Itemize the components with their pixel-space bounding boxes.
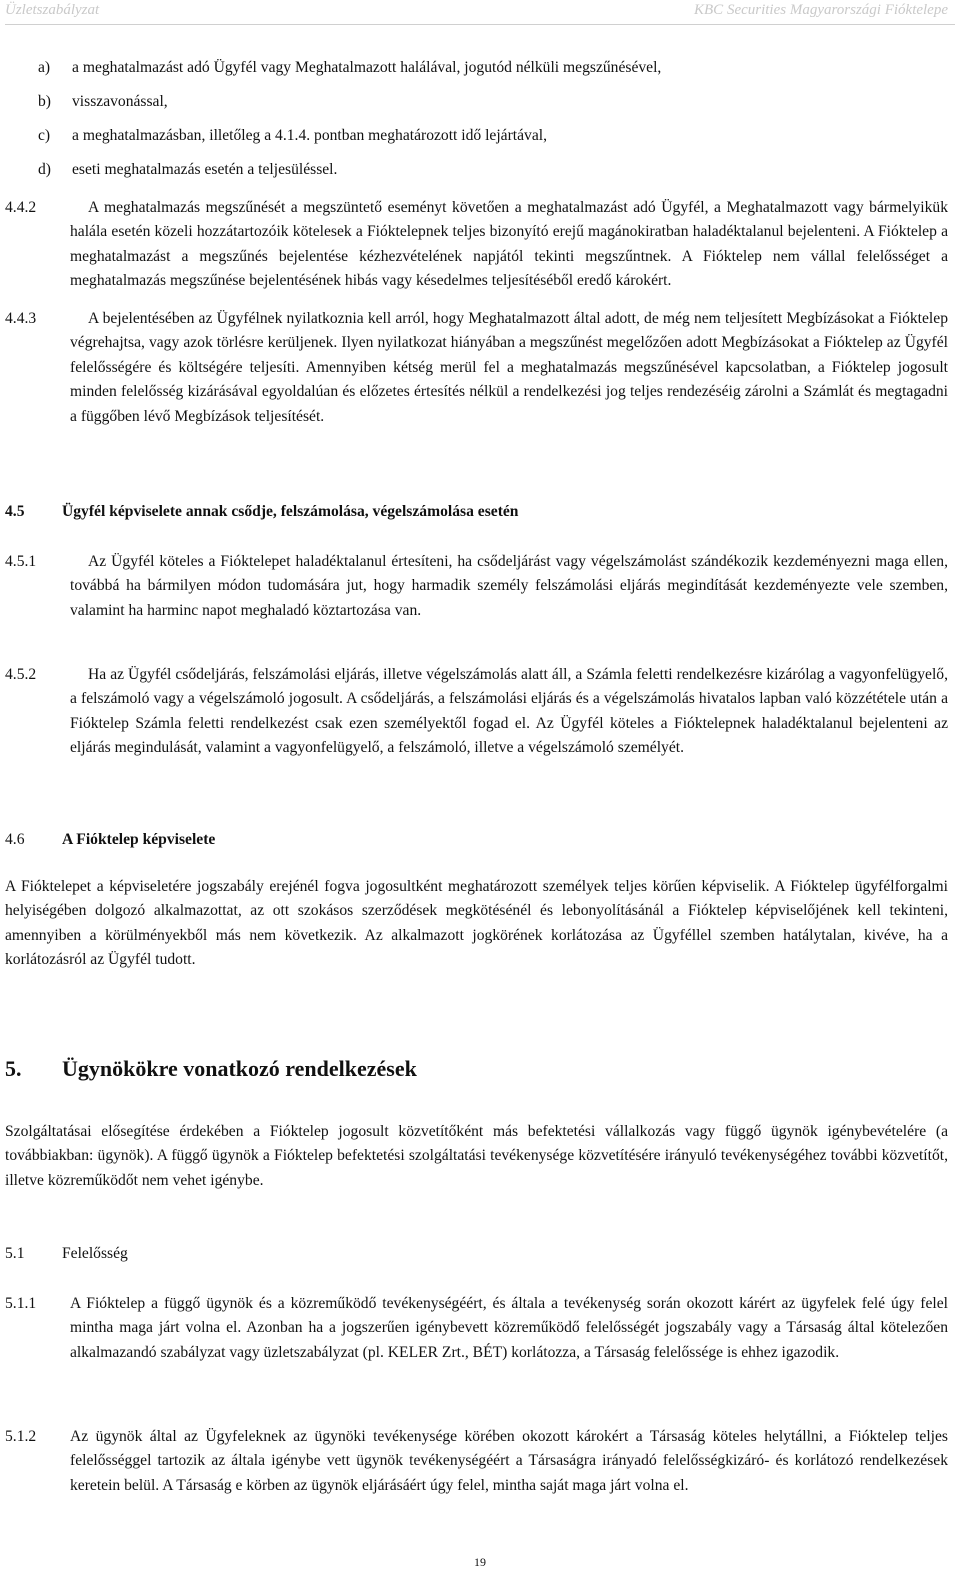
section-number: 5.1 [5,1245,25,1262]
section-heading-4-5: Ügyfél képviselete annak csődje, felszámolása, végelszámolása esetén [62,503,519,520]
section-number: 4.4.3 [5,310,37,327]
list-item: a meghatalmazásban, illetőleg a 4.1.4. pontban meghatározott idő lejártával, [72,127,548,144]
header-right: KBC Securities Magyarországi Fióktelepe [694,2,948,18]
list-label: d) [38,161,51,178]
list-item: eseti meghatalmazás esetén a teljesüléssel. [72,161,338,178]
section-number: 5.1.1 [5,1295,37,1312]
paragraph-5: Szolgáltatásai elősegítése érdekében a Fióktelep jogosult közvetítőként más befektetési vállalkozás vagy függő ügynök igénybevételére (a továbbiakban: ügynök). A függő ügynök a Fióktelep befektetési szolgáltatási tevékenysége közvetítésére irányuló tevékenységéhez további közvetítőt, illetve közreműködőt nem vehet igénybe. [5,1123,948,1189]
list-item: visszavonással, [72,93,168,110]
page-number: 19 [474,1555,486,1569]
section-number: 4.5.1 [5,553,37,570]
list-label: b) [38,93,51,110]
section-heading-4-6: A Fióktelep képviselete [62,831,216,848]
header-rule [5,24,955,25]
section-number: 4.5.2 [5,666,37,683]
paragraph-5-1-1: A Fióktelep a függő ügynök és a közreműködő tevékenységéért, és általa a tevékenység során okozott kárért az ügyfelek felé úgy felel mintha maga járt volna el. Azonban ha a jogszerűen igénybevett közreműködő felelősségét jogszabály vagy a Társaság által kötelezően alkalmazandó szabályzat vagy üzletszabályzat (pl. KELER Zrt., BÉT) korlátozza, a Társaság felelőssége is ehhez igazodik. [70,1295,948,1361]
chapter-heading-5: Ügynökökre vonatkozó rendelkezések [62,1056,417,1081]
paragraph-5-1-2: Az ügynök által az Ügyfeleknek az ügynöki tevékenysége körében okozott károkért a Társaság köteles helytállni, a Fióktelep teljes felelősséggel tartozik az általa igénybe vett ügynök tevékenységéért a Társaságra irányadó felelősségkizáró- és korlátozó rendelkezések keretein belül. A Társaság e körben az ügynök eljárásáért úgy felel, mintha saját maga járt volna el. [70,1428,948,1494]
paragraph-4-4-2: A meghatalmazás megszűnését a megszüntető eseményt követően a meghatalmazást adó Ügyfél, a Meghatalmazott vagy bármelyikük halála esetén közeli hozzátartozóik kötelesek a Fióktelepnek teljes bizonyító erejű magánokiratban haladéktalanul bejelenteni. A Fióktelep a meghatalmazást a megszűnés bejelentése kézhezvételének napjától tekinti megszűntnek. A Fióktelep nem vállal felelősséget a meghatalmazás megszűnése bejelentésének hibás vagy késedelmes teljesítéséből eredő károkért. [70,199,948,290]
list-item: a meghatalmazást adó Ügyfél vagy Meghatalmazott halálával, jogutód nélküli megszűnésével, [72,59,662,76]
header-left: Üzletszabályzat [5,2,100,18]
section-number: 4.4.2 [5,199,37,216]
paragraph-4-4-3: A bejelentésében az Ügyfélnek nyilatkoznia kell arról, hogy Meghatalmazott által adott, de még nem teljesített Megbízásokat a Fióktelep végrehajtsa, vagy azok törlésre kerüljenek. Ilyen nyilatkozat hiányában a megszűnést megelőzően adott Megbízásokat a Fióktelep az Ügyfél felelősségére és költségére teljesíti. Amennyiben kétség merül fel a meghatalmazás megszűnésével kapcsolatban, a Fióktelep jogosult minden felelősség kizárásával egyoldalúan és előzetes értesítés nélkül a rendelkezési jog teljes rendezéséig zárolni a Számlát és megtagadni a függőben lévő Megbízások teljesítését. [70,310,948,425]
paragraph-4-5-1: Az Ügyfél köteles a Fióktelepet haladéktalanul értesíteni, ha csődeljárást vagy végelszámolást szándékozik kezdeményezni maga ellen, továbbá ha bármilyen módon tudomására jut, hogy harmadik személy felszámolási eljárás megindítását kezdeményezte vele szemben, valamint ha harminc napot meghaladó köztartozása van. [70,553,948,619]
list-label: c) [38,127,51,144]
chapter-number: 5. [5,1056,22,1081]
section-number: 4.6 [5,831,25,848]
paragraph-4-6: A Fióktelepet a képviseletére jogszabály erejénél fogva jogosultként meghatározott személyek teljes körűen képviselik. A Fióktelep ügyfélforgalmi helyiségében dolgozó alkalmazottat, az ott szokásos szerződések megkötésénél és lebonyolításánál a Fióktelep képviselőjének kell tekinteni, amennyiben a körülményekből más nem következik. Az alkalmazott jogkörének korlátozása az Ügyféllel szemben hatálytalan, kivéve, ha a korlátozásról az Ügyfél tudott. [5,878,948,969]
list-label: a) [38,59,51,76]
section-number: 5.1.2 [5,1428,37,1445]
section-number: 4.5 [5,503,25,520]
section-heading-5-1: Felelősség [62,1245,128,1262]
paragraph-4-5-2: Ha az Ügyfél csődeljárás, felszámolási eljárás, illetve végelszámolás alatt áll, a Számla feletti rendelkezésre kizárólag a vagyonfelügyelő, a felszámoló vagy a végelszámoló jogosult. A csődeljárás, a felszámolási eljárás és a végelszámolás hivatalos lapban való közzététele után a Fióktelep Számla feletti rendelkezést csak ezen személyektől fogad el. Az Ügyfél köteles a Fióktelepnek haladéktalanul bejelenteni az eljárás megindulását, valamint a vagyonfelügyelő, a felszámoló, illetve a végelszámoló személyét. [70,666,948,757]
